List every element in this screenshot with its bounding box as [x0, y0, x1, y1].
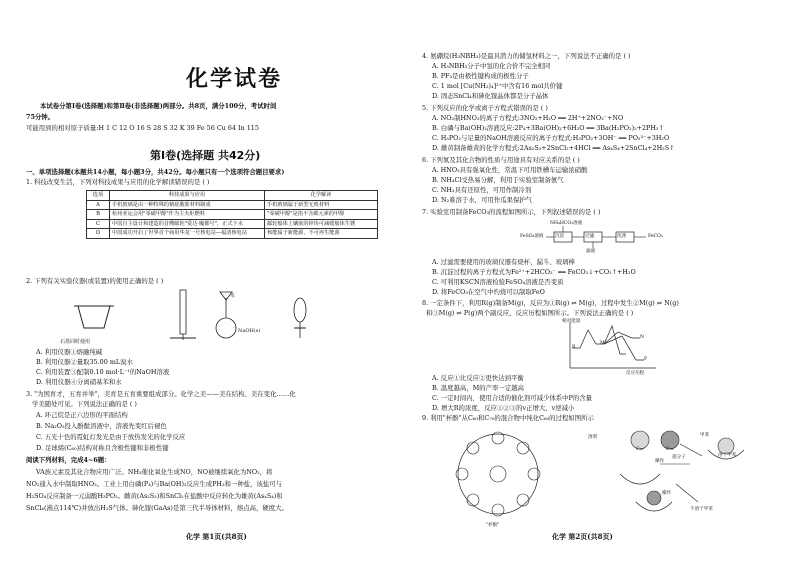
fig-label: 溶于甲苯 — [718, 453, 737, 458]
option: B. NH₄Cl受热易分解，利用于实验室制备氨气 — [432, 176, 564, 184]
flow-label: 洗涤 — [617, 234, 627, 239]
table-header-cell: 科技成果与应用 — [110, 191, 265, 201]
option: D. 雌黄制备雄黄的化学方程式:2As₂S₃+2SnCl₂+4HCl ══ As₄S₄+2SnCl₄+2H₂S↑ — [432, 144, 675, 152]
question-1-table — [86, 190, 378, 239]
option: B. 沉淀过程的离子方程式为Fe²⁺+2HCO₃⁻ ══ FeCO₃↓+CO₂↑+H₂O — [432, 268, 636, 276]
table-cell: D — [87, 229, 110, 239]
fig-label: "杯酚" — [486, 523, 500, 528]
question-3-line2: 学美随处可见。下列说法正确的是 ( ) — [32, 400, 137, 408]
option: C. H₃PO₂与足量的NaOH溶液反应的离子方程式:H₃PO₂+3OH⁻ ══ PO₂³⁻+3H₂O — [432, 134, 670, 142]
table-row — [87, 219, 378, 229]
page-2 — [400, 0, 800, 566]
species-label: R — [572, 345, 576, 350]
table-cell: 核能属于新能源，不可再生能源 — [265, 229, 378, 239]
fig-label: NaOH(s) — [238, 328, 261, 334]
fig-label: 超分子 — [672, 455, 686, 460]
option: D. 利用仪器④分离硝基苯和水 — [36, 378, 122, 386]
option: D. 固态SnCl₄和砷化镓晶体都是分子晶体 — [432, 92, 549, 100]
question-5: 5. 下列反应的化学或离子方程式错误的是 ( ) — [422, 104, 548, 112]
energy-axis-label: 相对能量 — [562, 319, 581, 324]
question-8-line2: 和③M(g) ⇌ P(g)两个副反应，反应历程如图所示。下列说法正确的是 ( ) — [426, 309, 634, 317]
flow-label: NH₄HCO₃溶液 — [550, 221, 583, 226]
exam-intro-line2: 75分钟。 — [26, 113, 55, 121]
option: D. 足球烯(C₆₀)结构对称且含极性键和非极性键 — [36, 444, 169, 452]
calixarene-ring — [458, 434, 538, 514]
fig-label: 操作 — [655, 459, 665, 464]
table-cell: 手机玻璃是由一种特殊的钠硅酸盐材料制成 — [110, 200, 265, 210]
option: A. 环己烷是正六边形的平面结构 — [36, 411, 128, 419]
flow-label: FeCO₃ — [648, 234, 663, 239]
table-cell: 中国成功开启了世界首个商用华龙一号核电站—福清核电站 — [110, 229, 265, 239]
fig-label: 水 — [230, 293, 236, 299]
fig-label: 甲苯 — [700, 433, 710, 438]
exam-title: 化学试卷 — [186, 67, 283, 92]
option: C. 五光十色的霓虹灯发光是由于放热发光的化学反应 — [36, 433, 186, 441]
burette-icon — [180, 290, 186, 334]
reading-line: H₂SO₄反应制备一元弱酸H₃PO₂。雌黄(As₂S₃)和SnCl₂在盐酸中反应转化为雄黄(As₄S₄)和 — [26, 492, 283, 500]
option: A. H₃NBH₃分子中氢的化合价不完全相同 — [432, 62, 551, 70]
table-header-cell: 化学解读 — [265, 191, 378, 201]
page-footer: 化学 第1页(共8页) — [186, 532, 247, 541]
option: B. Na₂O₂投入酚酞溶液中，溶液先变红后褪色 — [36, 422, 167, 430]
question-6: 6. 下列氮及其化合物的性质与用途具有对应关系的是 ( ) — [422, 156, 580, 164]
option: C. 一定时间内，使用合适的催化剂可减少体系中P的含量 — [432, 394, 593, 402]
reading-line: SnCl₄(沸点114℃)并放出H₂S气体。砷化镓(GaAs)是第三代半导体材料，熔点高，硬度大。 — [26, 504, 288, 512]
flask-icon — [216, 318, 236, 338]
table-row — [87, 200, 378, 210]
species-label: N — [640, 335, 645, 340]
option: B. 温度越高，M的产率一定越高 — [432, 384, 524, 392]
fig-label: 不溶于甲苯 — [690, 507, 713, 512]
table-header-cell: 选项 — [87, 191, 110, 201]
option: B. 白磷与Ba(OH)₂溶液反应:2P₄+3Ba(OH)₂+6H₂O ══ 3Ba(H₂PO₂)₂+2PH₃↑ — [432, 124, 664, 132]
table-row — [87, 210, 378, 220]
option: C. 可利用KSCN溶液检验FeSO₄溶液是否变质 — [432, 278, 564, 286]
option: A. 过滤需要使用的玻璃仪器有烧杯、漏斗、玻璃棒 — [432, 258, 575, 266]
question-3-line1: 3. "为国育才，五育并举"，美育是五育重要组成部分。化学之美——美在结构、美在变化……化 — [26, 390, 296, 398]
question-2: 2. 下列有关实验仪器(或装置)的使用正确的是 ( ) — [26, 277, 164, 285]
option: A. HNO₃具有强氧化性，常温下可用铁槽车运输浓硝酸 — [432, 166, 588, 174]
reading-title: 阅读下列材料，完成4~6题： — [26, 456, 111, 464]
reading-line: VA族元素及其化合物应用广泛。NH₃催化氧化生成NO，NO被继续氧化为NO₂，将 — [36, 468, 273, 476]
species-label: M — [600, 341, 605, 346]
fig-label: 石墨同时使用 — [60, 339, 91, 345]
table-cell: C — [87, 219, 110, 229]
option: D. 增大R的浓度，反应①②③的v正增大、v逆减小 — [432, 404, 575, 412]
table-cell: B — [87, 210, 110, 220]
question-8-line1: 8. 一定条件下，利用R(g)制备M(g)，反应为①R(g) ⇌ M(g)，过程中发生②M(g) ⇌ N(g) — [422, 299, 679, 307]
fig-label: 操作 — [662, 491, 672, 496]
option: B. PF₃是由极性键构成的极性分子 — [432, 72, 529, 80]
section-1-heading: 第Ⅰ卷(选择题 共42分) — [150, 149, 261, 162]
species-label: P — [644, 357, 648, 362]
option: C. 利用装置③配制0.10 mol·L⁻¹的NaOH溶液 — [36, 368, 170, 376]
table-cell: 中国自主设计和建造的首艘邮轮"爱达·魔都号"，正式下水 — [110, 219, 265, 229]
fig-label: 溶剂 — [588, 435, 598, 440]
flow-label: 过滤 — [585, 234, 595, 239]
option: C. 1 mol [Cu(NH₃)₄]²⁺中含有16 mol共价键 — [432, 82, 563, 90]
instructions: 一、单项选择题(本题共14小题，每小题3分，共42分。每小题只有一个选项符合题目要求) — [26, 168, 285, 176]
option: D. 将FeCO₃在空气中灼烧可以制取FeO — [432, 288, 545, 296]
option: A. 反应①比反应②更快达到平衡 — [432, 374, 524, 382]
separatory-funnel-icon — [294, 298, 306, 322]
option: A. NO₂制HNO₃的离子方程式:3NO₂+H₂O ══ 2H⁺+2NO₃⁻+NO — [432, 114, 624, 122]
question-2-figure — [50, 288, 340, 346]
flow-label: FeSO₄溶液 — [520, 234, 544, 239]
option: A. 利用仪器①熔融纯碱 — [36, 348, 103, 356]
exam-intro-line1: 本试卷分第Ⅰ卷(选择题)和第Ⅱ卷(非选择题)两部分。共8页，满分100分，考试时间 — [40, 102, 277, 110]
table-row — [87, 229, 378, 239]
question-9-figure — [440, 424, 780, 528]
crucible-icon — [78, 306, 110, 328]
question-7: 7. 实验室用制备FeCO₃的流程如图所示，下列叙述错误的是 ( ) — [422, 208, 601, 216]
table-cell: 邮轮船体上镶嵌的锌块可减缓船体生锈 — [265, 219, 378, 229]
energy-axis-label: 反应历程 — [626, 371, 645, 376]
option: D. N₂难溶于水，可用作瓜果保护气 — [432, 196, 533, 204]
table-cell: 手机玻璃属于新型无机材料 — [265, 200, 378, 210]
page-footer: 化学 第2页(共8页) — [552, 532, 613, 541]
question-4: 4. 氨硼烷(H₃NBH₃)是最具潜力的储氢材料之一，下列说法不正确的是 ( ) — [422, 52, 631, 60]
question-1: 1. 科技改变生活，下列对科技成果与应用的化学解读错误的是 ( ) — [26, 178, 210, 186]
reading-line: NO₂通入水中制取HNO₃。工业上用白磷(P₄)与Ba(OH)₂反应生成PH₃和一种盐，该盐可与 — [26, 480, 283, 488]
question-9: 9. 利用"杯酚"从C₆₀和C₇₀的混合物中纯化C₆₀的过程如图所示 — [422, 414, 594, 422]
fig-label: C₆₀ — [636, 447, 644, 452]
flow-label: 沉淀 — [555, 234, 565, 239]
option: B. 利用仪器②量取35.00 mL溴水 — [36, 358, 133, 366]
table-cell: "零碳甲醇"是指不含碳元素的甲醇 — [265, 210, 378, 220]
table-header-row — [87, 191, 378, 201]
fig-label: C₇₀ — [666, 447, 674, 452]
flow-label: 滤液 — [586, 249, 596, 254]
table-cell: 杭州亚运会用"零碳甲醇"作为主火炬燃料 — [110, 210, 265, 220]
atomic-masses: 可能用到的相对原子质量:H 1 C 12 O 16 S 28 S 32 K 39 Fe 56 Cu 64 In 115 — [26, 124, 259, 132]
option: C. NH₃具有还原性，可用作制冷剂 — [432, 186, 532, 194]
table-cell: A — [87, 200, 110, 210]
